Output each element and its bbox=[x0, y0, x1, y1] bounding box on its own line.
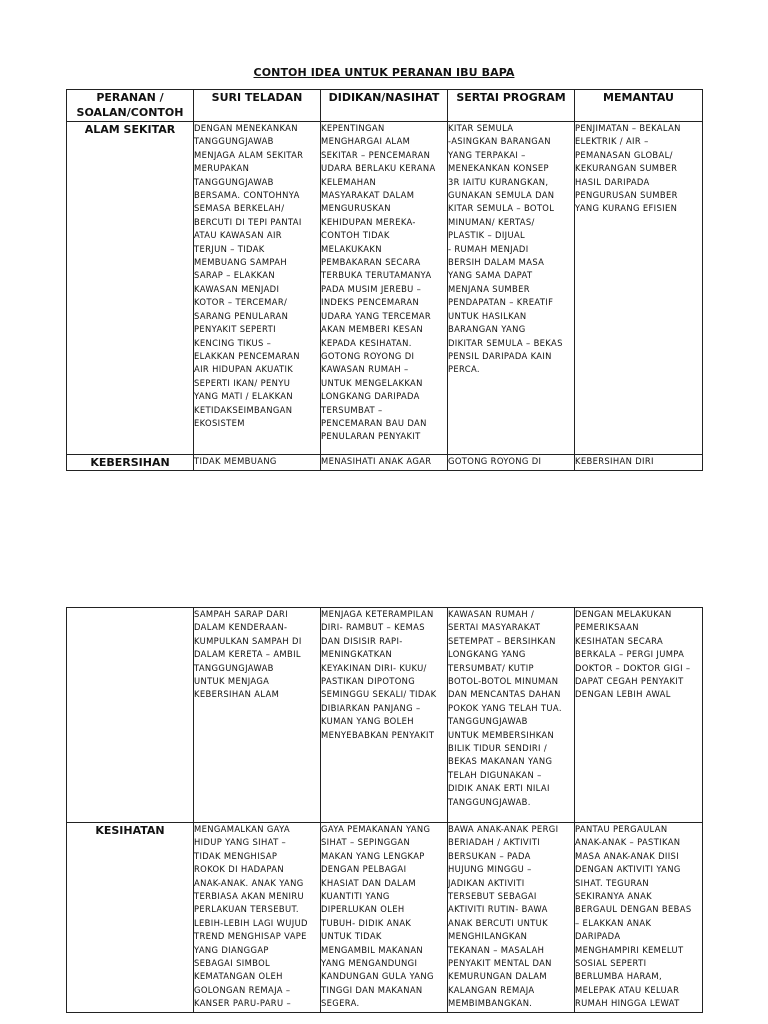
cell-kebersihan-memantau: KEBERSIHAN DIRI bbox=[575, 455, 703, 471]
row-label-alam-sekitar: ALAM SEKITAR bbox=[67, 122, 194, 455]
cell-alam-suri-teladan: DENGAN MENEKANKAN TANGGUNGJAWAB MENJAGA ALAM SEKITAR MERUPAKAN TANGGUNGJAWAB BERSAMA. CONTOHNYA SEMASA BERKELAH/ BERCUTI DI TEPI PANTAI ATAU KAWASAN AIR TERJUN – TIDAK MEMBUANG SAMPAH SARAP – ELAKKAN KAWASAN MENJADI KOTOR – TERCEMAR/ SARANG PENULARAN PENYAKIT SEPERTI KENCING TIKUS – ELAKKAN PENCEMARAN AIR HIDUPAN AKUATIK SEPERTI IKAN/ PENYU YANG MATI / ELAKKAN KETIDAKSEIMBANGAN EKOSISTEM bbox=[194, 122, 321, 455]
cell-kebersihan-cont-suri-teladan: SAMPAH SARAP DARI DALAM KENDERAAN- KUMPULKAN SAMPAH DI DALAM KERETA – AMBIL TANGGUNGJAWAB UNTUK MENJAGA KEBERSIHAN ALAM bbox=[194, 608, 321, 823]
row-label-kesihatan: KESIHATAN bbox=[67, 823, 194, 1013]
cell-kebersihan-suri-teladan: TIDAK MEMBUANG bbox=[194, 455, 321, 471]
document-title: CONTOH IDEA UNTUK PERANAN IBU BAPA bbox=[253, 66, 515, 79]
row-label-kebersihan-continued bbox=[67, 608, 194, 823]
cell-kebersihan-cont-memantau: DENGAN MELAKUKAN PEMERIKSAAN KESIHATAN SECARA BERKALA – PERGI JUMPA DOKTOR – DOKTOR GIGI – DAPAT CEGAH PENYAKIT DENGAN LEBIH AWAL bbox=[575, 608, 703, 823]
cell-kebersihan-cont-didikan: MENJAGA KETERAMPILAN DIRI- RAMBUT – KEMAS DAN DISISIR RAPI- MENINGKATKAN KEYAKINAN DIRI- KUKU/ PASTIKAN DIPOTONG SEMINGGU SEKALI/ TIDAK DIBIARKAN PANJANG – KUMAN YANG BOLEH MENYEBABKAN PENYAKIT bbox=[321, 608, 448, 823]
header-row bbox=[67, 90, 703, 122]
table-row-kebersihan bbox=[67, 455, 703, 471]
cell-kebersihan-didikan: MENASIHATI ANAK AGAR bbox=[321, 455, 448, 471]
header-suri-teladan: SURI TELADAN bbox=[194, 90, 321, 122]
table-row-kebersihan-continued bbox=[67, 608, 703, 823]
header-didikan-nasihat: DIDIKAN/NASIHAT bbox=[321, 90, 448, 122]
roles-table-page-1 bbox=[66, 89, 703, 471]
header-role: PERANAN / SOALAN/CONTOH bbox=[67, 90, 194, 122]
cell-kebersihan-cont-sertai-program: KAWASAN RUMAH / SERTAI MASYARAKAT SETEMPAT – BERSIHKAN LONGKANG YANG TERSUMBAT/ KUTIP BOTOL-BOTOL MINUMAN DAN MENCANTAS DAHAN POKOK YANG TELAH TUA. TANGGUNGJAWAB UNTUK MEMBERSIHKAN BILIK TIDUR SENDIRI / BEKAS MAKANAN YANG TELAH DIGUNAKAN – DIDIK ANAK ERTI NILAI TANGGUNGJAWAB. bbox=[448, 608, 575, 823]
cell-alam-didikan: KEPENTINGAN MENGHARGAI ALAM SEKITAR – PENCEMARAN UDARA BERLAKU KERANA KELEMAHAN MASYARAKAT DALAM MENGURUSKAN KEHIDUPAN MEREKA- CONTOH TIDAK MELAKUKAKN PEMBAKARAN SECARA TERBUKA TERUTAMANYA PADA MUSIM JEREBU – INDEKS PENCEMARAN UDARA YANG TERCEMAR AKAN MEMBERI KESAN KEPADA KESIHATAN. GOTONG ROYONG DI KAWASAN RUMAH – UNTUK MENGELAKKAN LONGKANG DARIPADA TERSUMBAT – PENCEMARAN BAU DAN PENULARAN PENYAKIT bbox=[321, 122, 448, 455]
cell-kesihatan-suri-teladan: MENGAMALKAN GAYA HIDUP YANG SIHAT – TIDAK MENGHISAP ROKOK DI HADAPAN ANAK-ANAK. ANAK YANG TERBIASA AKAN MENIRU PERLAKUAN TERSEBUT. LEBIH-LEBIH LAGI WUJUD TREND MENGHISAP VAPE YANG DIANGGAP SEBAGAI SIMBOL KEMATANGAN OLEH GOLONGAN REMAJA – KANSER PARU-PARU – bbox=[194, 823, 321, 1013]
cell-kebersihan-sertai-program: GOTONG ROYONG DI bbox=[448, 455, 575, 471]
roles-table-page-2 bbox=[66, 607, 703, 1013]
table-row-kesihatan bbox=[67, 823, 703, 1013]
header-memantau: MEMANTAU bbox=[575, 90, 703, 122]
cell-kesihatan-didikan: GAYA PEMAKANAN YANG SIHAT – SEPINGGAN MAKAN YANG LENGKAP DENGAN PELBAGAI KHASIAT DAN DALAM KUANTITI YANG DIPERLUKAN OLEH TUBUH- DIDIK ANAK UNTUK TIDAK MENGAMBIL MAKANAN YANG MENGANDUNGI KANDUNGAN GULA YANG TINGGI DAN MAKANAN SEGERA. bbox=[321, 823, 448, 1013]
cell-alam-memantau: PENJIMATAN – BEKALAN ELEKTRIK / AIR – PEMANASAN GLOBAL/ KEKURANGAN SUMBER HASIL DARIPADA PENGURUSAN SUMBER YANG KURANG EFISIEN bbox=[575, 122, 703, 455]
header-sertai-program: SERTAI PROGRAM bbox=[448, 90, 575, 122]
row-label-kebersihan: KEBERSIHAN bbox=[67, 455, 194, 471]
cell-kesihatan-memantau: PANTAU PERGAULAN ANAK-ANAK – PASTIKAN MASA ANAK-ANAK DIISI DENGAN AKTIVITI YANG SIHAT. TEGURAN SEKIRANYA ANAK BERGAUL DENGAN BEBAS – ELAKKAN ANAK DARIPADA MENGHAMPIRI KEMELUT SOSIAL SEPERTI BERLUMBA HARAM, MELEPAK ATAU KELUAR RUMAH HINGGA LEWAT bbox=[575, 823, 703, 1013]
cell-alam-sertai-program: KITAR SEMULA -ASINGKAN BARANGAN YANG TERPAKAI – MENEKANKAN KONSEP 3R IAITU KURANGKAN, GUNAKAN SEMULA DAN KITAR SEMULA – BOTOL MINUMAN/ KERTAS/ PLASTIK – DIJUAL - RUMAH MENJADI BERSIH DALAM MASA YANG SAMA DAPAT MENJANA SUMBER PENDAPATAN – KREATIF UNTUK HASILKAN BARANGAN YANG DIKITAR SEMULA – BEKAS PENSIL DARIPADA KAIN PERCA. bbox=[448, 122, 575, 455]
table-row-alam-sekitar bbox=[67, 122, 703, 455]
cell-kesihatan-sertai-program: BAWA ANAK-ANAK PERGI BERIADAH / AKTIVITI BERSUKAN – PADA HUJUNG MINGGU – JADIKAN AKTIVITI TERSEBUT SEBAGAI AKTIVITI RUTIN- BAWA ANAK BERCUTI UNTUK MENGHILANGKAN TEKANAN – MASALAH PENYAKIT MENTAL DAN KEMURUNGAN DALAM KALANGAN REMAJA MEMBIMBANGKAN. bbox=[448, 823, 575, 1013]
